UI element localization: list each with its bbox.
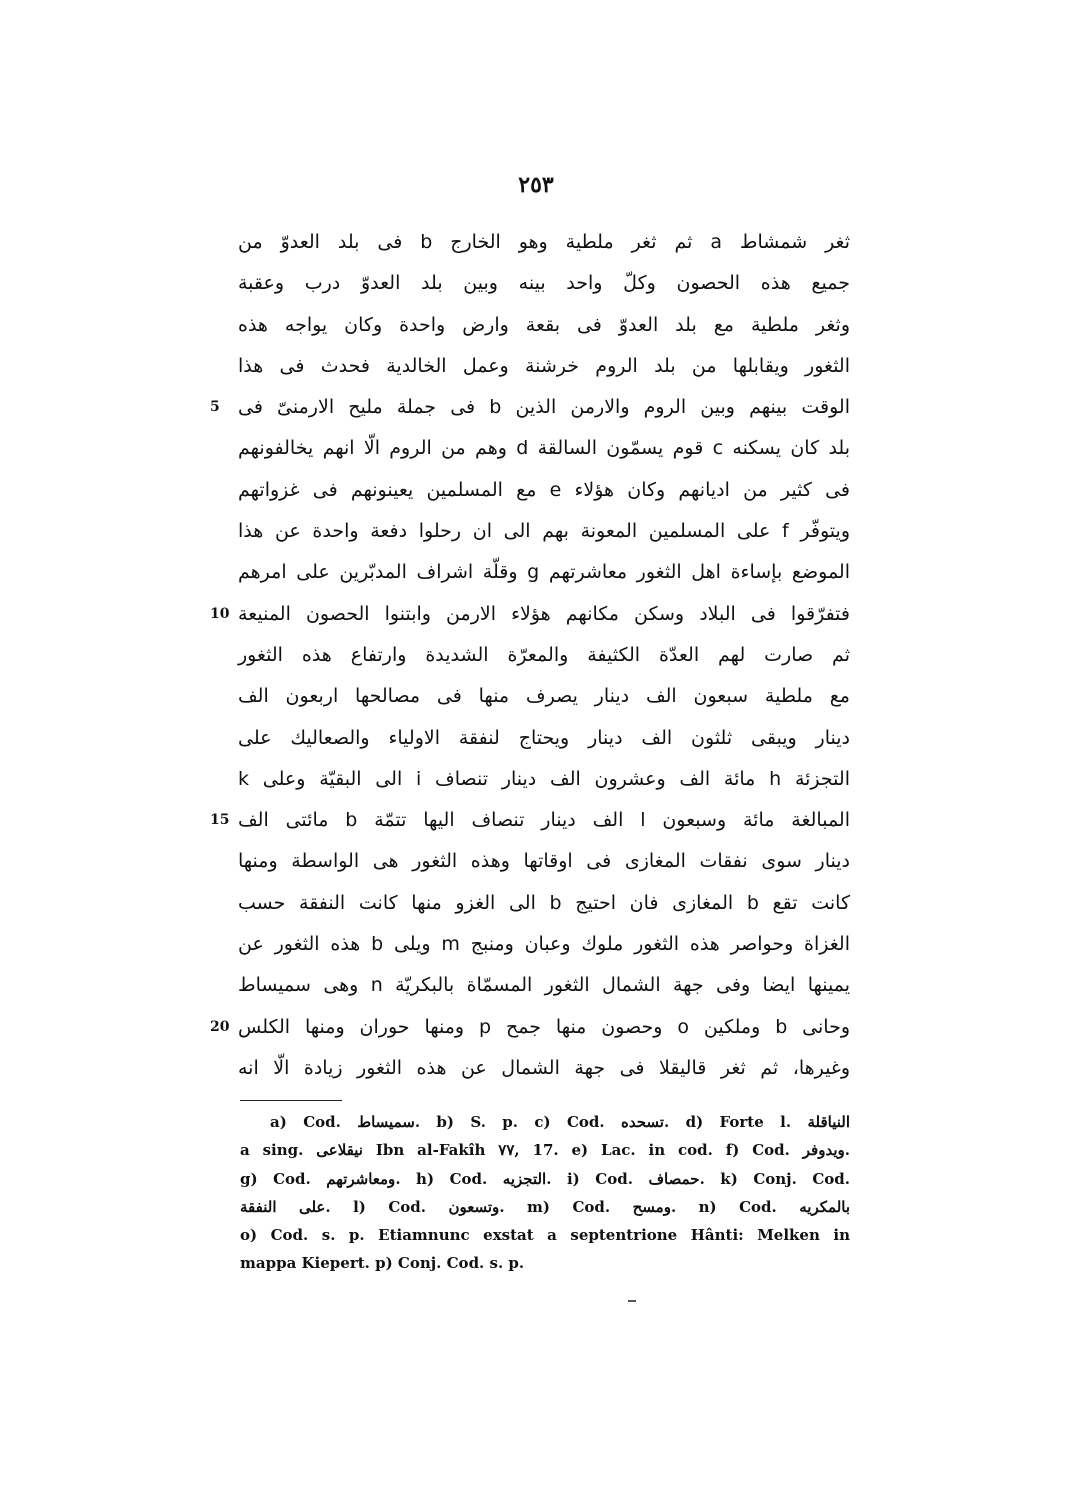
footnote-line: mappa Kiepert. p) Conj. Cod. s. p.: [240, 1254, 525, 1273]
text-line: [238, 841, 850, 882]
line-text: ثم صارت لهم العدّة الكثيفة والمعرّة الشديدة وارتفاع هذه الثغور: [238, 643, 850, 666]
text-line: [238, 924, 850, 965]
text-line: [238, 965, 850, 1006]
text-line: [238, 883, 850, 924]
footnote-line: o) Cod. s. p. Etiamnunc exstat a septentrione Hânti: Melken in: [240, 1226, 850, 1245]
footnote-divider: [240, 1100, 342, 1101]
line-text: التجزئة h مائة الف وعشرون الف دينار تنصاف i الى البقيّة وعلى k: [238, 767, 850, 790]
line-number: 20: [210, 1018, 230, 1035]
line-text: دينار ويبقى ثلثون الف دينار ويحتاج لنفقة الاولياء والصعاليك على: [238, 726, 850, 749]
text-line: [238, 263, 850, 304]
main-text-block: [210, 222, 851, 1089]
line-text: وغيرها، ثم ثغر قاليقلا فى جهة الشمال عن هذه الثغور زيادة الّا انه: [238, 1056, 850, 1079]
text-line: [238, 1048, 850, 1089]
line-text: المبالغة مائة وسبعون l الف دينار تنصاف اليها تتمّة b مائتى الف: [238, 809, 850, 832]
line-text: جميع هذه الحصون وكلّ واحد بينه وبين بلد العدوّ درب وعقبة: [238, 272, 850, 295]
text-line: [238, 718, 850, 759]
line-text: كانت تقع b المغازى فان احتيج b الى الغزو منها كانت النفقة حسب: [238, 891, 850, 914]
print-mark: [628, 1300, 636, 1302]
line-text: الموضع بإساءة اهل الثغور معاشرتهم g وقلّة اشراف المدبّرين على امرهم: [238, 561, 850, 584]
text-line: [238, 428, 850, 469]
line-text: وحانى b وملكين o وحصون منها جمح p ومنها حوران ومنها الكلس: [238, 1015, 851, 1038]
line-text: دينار سوى نفقات المغازى فى اوقاتها وهذه الثغور هى الواسطة ومنها: [238, 850, 850, 873]
footnote-line: a sing. نيقلاعى Ibn al-Fakîh ٧٧, 17. e) Lac. in cod. f) Cod. ويدوفر.: [240, 1141, 850, 1160]
line-text: الثغور ويقابلها من بلد الروم خرشنة وعمل الخالدية فحدث فى هذا: [238, 354, 850, 377]
line-text: بلد كان يسكنه c قوم يسمّون السالقة d وهم من الروم الّا انهم يخالفونهم: [238, 437, 851, 460]
line-text: يمينها ايضا وفى جهة الشمال الثغور المسمّاة بالبكريّة n وهى سميساط: [238, 974, 850, 997]
text-line: [238, 552, 850, 593]
footnotes-block: [240, 1108, 850, 1278]
footnote-line: a) Cod. سميساط. b) S. p. c) Cod. تسحده. d) Forte l. النياقلة: [270, 1113, 850, 1131]
line-number: 10: [210, 605, 230, 622]
line-text: الغزاة وحواصر هذه الثغور ملوك وعبان ومنبج m ويلى b هذه الثغور عن: [238, 933, 851, 956]
text-line: [238, 635, 850, 676]
text-line: [238, 305, 850, 346]
text-line: [210, 594, 850, 635]
text-line: [238, 222, 850, 263]
footnote-line: على النفقة. l) Cod. وتسعون. m) Cod. ومسح. n) Cod. بالمكريه: [240, 1197, 851, 1216]
line-text: ثغر شمشاط a ثم ثغر ملطية وهو الخارج b فى بلد العدوّ من: [238, 231, 851, 253]
line-text: فتفرّقوا فى البلاد وسكن مكانهم هؤلاء الارمن وابتنوا الحصون المنيعة: [238, 602, 850, 625]
line-text: الوقت بينهم وبين الروم والارمن الذين b فى جملة مليح الارمنىّ فى: [238, 396, 850, 419]
text-line: [238, 676, 850, 717]
footnote-line: g) Cod. ومعاشرتهم. h) Cod. التجزيه. i) Cod. حمصاف. k) Conj. Cod.: [240, 1169, 851, 1188]
text-line: [238, 470, 850, 511]
line-number: 5: [210, 399, 220, 416]
page-number: ٢٥٣: [518, 172, 554, 198]
line-text: فى كثير من اديانهم وكان هؤلاء e مع المسلمين يعينونهم فى غزواتهم: [238, 478, 850, 501]
text-line: [210, 1007, 851, 1048]
text-line: [238, 346, 850, 387]
line-text: مع ملطية سبعون الف دينار يصرف منها فى مصالحها اربعون الف: [238, 685, 850, 708]
line-text: وثغر ملطية مع بلد العدوّ فى بقعة وارض واحدة وكان يواجه هذه: [238, 313, 850, 336]
line-number: 15: [210, 812, 230, 829]
line-text: ويتوفّر f على المسلمين المعونة بهم الى ان رحلوا دفعة واحدة عن هذا: [238, 520, 850, 543]
text-line: [210, 800, 850, 841]
text-line: [238, 511, 850, 552]
text-line: [210, 387, 850, 428]
text-line: [238, 759, 850, 800]
